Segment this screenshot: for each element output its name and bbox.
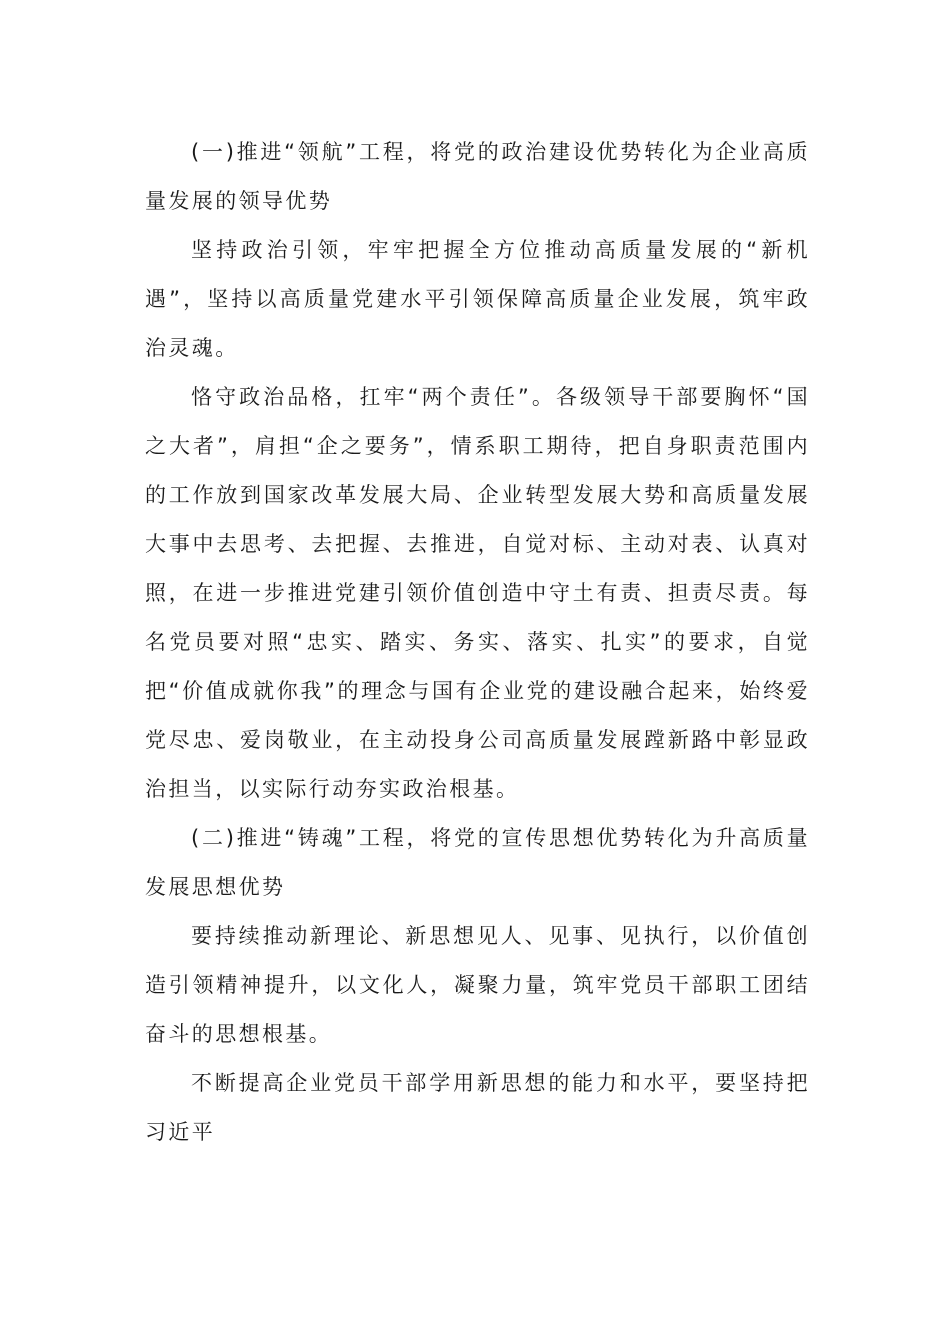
section-heading-2: (二)推进“铸魂”工程，将党的宣传思想优势转化为升高质量发展思想优势 xyxy=(145,826,810,899)
paragraph-political-character: 恪守政治品格，扛牢“两个责任”。各级领导干部要胸怀“国之大者”，肩担“企之要务”，情系职工期待，把自身职责范围内的工作放到国家改革发展大局、企业转型发展大势和高质量发展大事中去思考、去把握、去推进，自觉对标、主动对表、认真对照，在进一步推进党建引领价值创造中守土有责、担责尽责。每名党员要对照“忠实、踏实、务实、落实、扎实”的要求，自觉把“价值成就你我”的理念与国有企业党的建设融合起来，始终爱党尽忠、爱岗敬业，在主动投身公司高质量发展蹚新路中彰显政治担当，以实际行动夯实政治根基。 xyxy=(145,385,810,801)
paragraph-improve-ability: 不断提高企业党员干部学用新思想的能力和水平，要坚持把习近平 xyxy=(145,1071,810,1144)
paragraph-political-guidance: 坚持政治引领，牢牢把握全方位推动高质量发展的“新机遇”，坚持以高质量党建水平引领保障高质量企业发展，筑牢政治灵魂。 xyxy=(145,238,810,360)
paragraph-new-theory: 要持续推动新理论、新思想见人、见事、见执行，以价值创造引领精神提升，以文化人，凝聚力量，筑牢党员干部职工团结奋斗的思想根基。 xyxy=(145,924,810,1046)
document-body xyxy=(145,128,810,1157)
section-heading-1: (一)推进“领航”工程，将党的政治建设优势转化为企业高质量发展的领导优势 xyxy=(145,140,810,213)
